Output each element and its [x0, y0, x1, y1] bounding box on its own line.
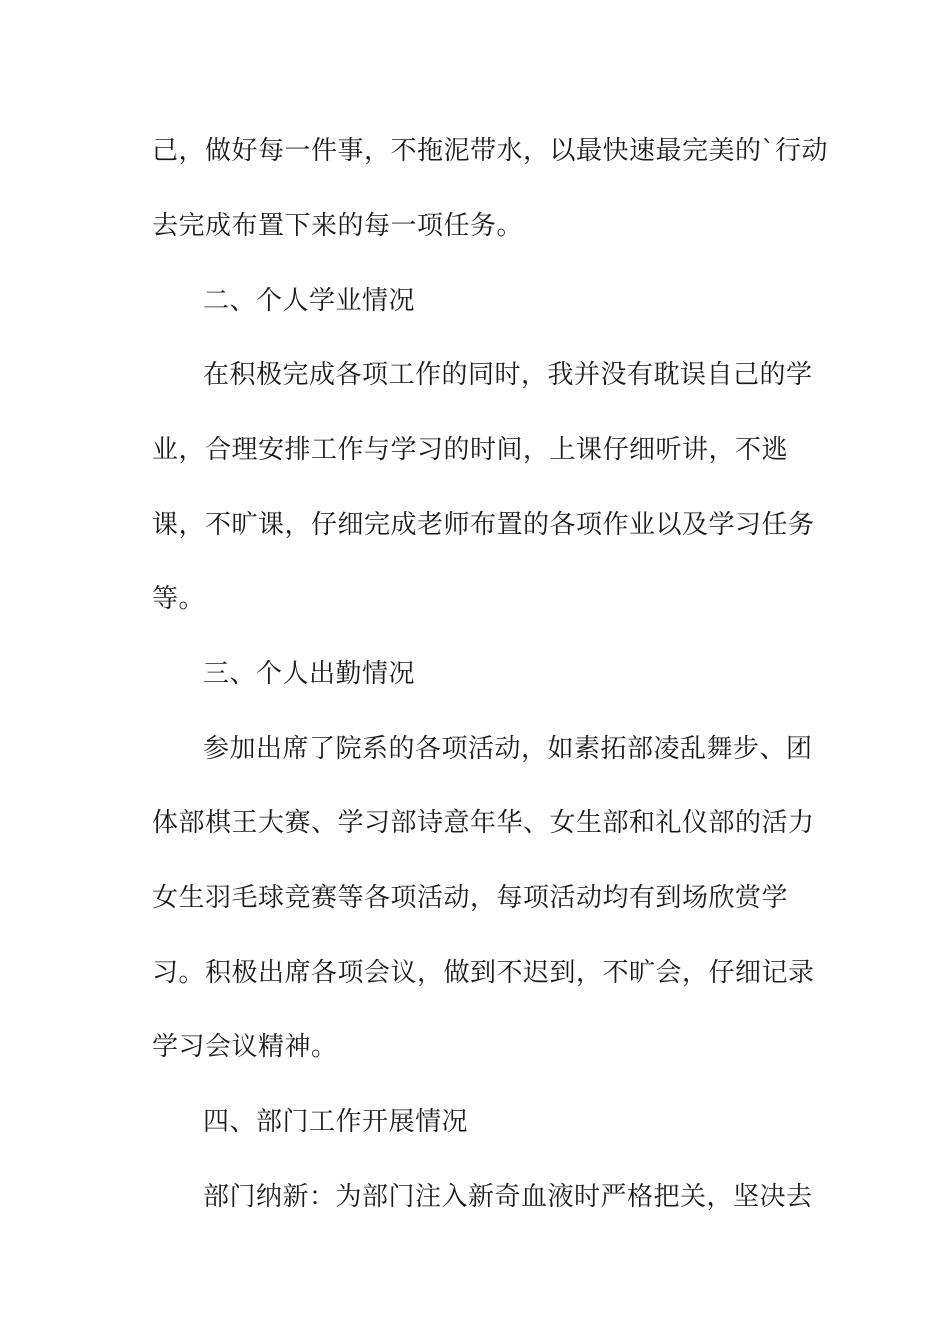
paragraph-line: 在积极完成各项工作的同时，我并没有耽误自己的学: [203, 360, 813, 390]
paragraph-line: 体部棋王大赛、学习部诗意年华、女生部和礼仪部的活力: [152, 808, 815, 838]
paragraph-line: 女生羽毛球竞赛等各项活动，每项活动均有到场欣赏学: [152, 883, 789, 913]
paragraph-line: 业，合理安排工作与学习的时间，上课仔细听讲，不逃: [152, 435, 789, 465]
paragraph-line: 去完成布置下来的每一项任务。: [152, 211, 524, 241]
section-heading: 三、个人出勤情况: [203, 659, 416, 689]
section-heading: 二、个人学业情况: [203, 286, 416, 316]
paragraph-line: 等。: [152, 584, 206, 614]
paragraph-line: 参加出席了院系的各项活动，如素拓部凌乱舞步、团: [203, 734, 813, 764]
paragraph-line: 习。积极出席各项会议，做到不迟到，不旷会，仔细记录: [152, 958, 815, 988]
paragraph-line: 己，做好每一件事，不拖泥带水，以最快速最完美的`行动: [152, 136, 829, 166]
paragraph-line: 课，不旷课，仔细完成老师布置的各项作业以及学习任务: [152, 510, 815, 540]
paragraph-line: 部门纳新：为部门注入新奇血液时严格把关，坚决去: [203, 1182, 813, 1212]
paragraph-line: 学习会议精神。: [152, 1032, 338, 1062]
section-heading: 四、部门工作开展情况: [203, 1107, 469, 1137]
